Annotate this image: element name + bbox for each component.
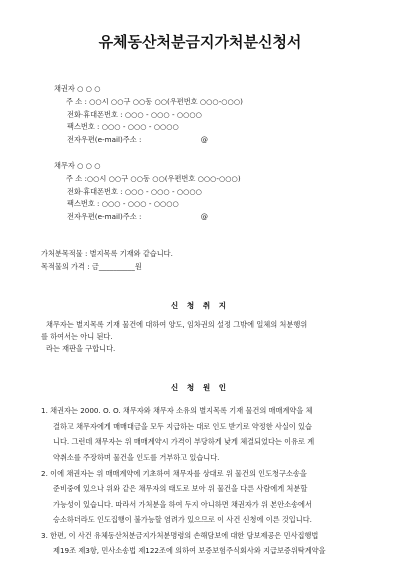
value-line: 목적물의 가격 : 금__________원 — [41, 262, 142, 271]
debtor-address: 주 소 :○○시 ○○구 ○○동 ○○(우편번호 ○○○-○○○) — [66, 174, 241, 183]
reason-line-4: 약취소를 주장하며 물건을 인도를 거부하고 있습니다. — [53, 453, 220, 462]
creditor-phone: 전화·휴대폰번호 : ○○○ - ○○○ - ○○○○ — [67, 110, 202, 119]
purpose-line-1: 채무자는 별지목록 기재 물건에 대하여 양도, 임차권의 설정 그밖에 일체의 처분행위 — [46, 320, 308, 329]
reason-line-9: 3. 한편, 이 사건 유체동산처분금지가처분명령의 손해담보에 대한 담보제공은 민사집행법 — [41, 531, 319, 540]
reason-line-7: 가능성이 있습니다. 따라서 가처분을 하여 두지 아니하면 채권자가 위 본안소송에서 — [53, 500, 312, 509]
section-reasons-heading: 신 청 원 인 — [170, 383, 230, 392]
reason-line-2: 결하고 채무자에게 매매대금을 모두 지급하는 대로 인도 받기로 약정한 사실이 있습 — [53, 422, 312, 431]
creditor-email: 전자우편(e-mail)주소 : @ — [67, 135, 208, 144]
reason-line-3: 니다. 그런데 채무자는 위 매매계약시 가격이 부당하게 낮게 체결되었다는 이유로 계 — [53, 437, 315, 446]
section-purpose-heading: 신 청 취 지 — [170, 301, 230, 310]
debtor-email: 전자우편(e-mail)주소 : @ — [67, 212, 208, 221]
reason-line-8: 승소하더라도 인도집행이 불가능할 염려가 있으므로 이 사건 신청에 이른 것입니다. — [53, 515, 312, 524]
debtor-label: 채무자 ○ ○ ○ — [54, 161, 101, 170]
reason-line-1: 1. 채권자는 2000. O. O. 채무자와 채무자 소유의 별지목록 기재 물건의 매매계약을 체 — [41, 406, 313, 415]
target-line: 가처분목적물 : 별지목록 기재와 같습니다. — [41, 249, 173, 258]
creditor-label: 채권자 ○ ○ ○ — [54, 84, 101, 93]
debtor-phone: 전화·휴대폰번호 : ○○○ - ○○○ - ○○○○ — [67, 187, 202, 196]
reason-line-6: 준비중에 있으나 위와 같은 채무자의 태도로 보아 위 물건을 다른 사람에게 처분할 — [53, 484, 308, 493]
purpose-line-3: 라는 재판을 구합니다. — [46, 344, 116, 353]
reason-line-10: 제19조 제3항, 민사소송법 제122조에 의하여 보증보험주식회사와 지급보증위탁계약을 — [53, 546, 326, 555]
creditor-address: 주 소 : ○○시 ○○구 ○○동 ○○(우편번호 ○○○-○○○) — [66, 97, 243, 106]
document-title: 유체동산처분금지가처분신청서 — [98, 33, 302, 51]
debtor-fax: 팩스번호 : ○○○ - ○○○ - ○○○○ — [67, 199, 179, 208]
reason-line-5: 2. 이에 채권자는 위 매매계약에 기초하여 채무자를 상대로 위 물건의 인도청구소송을 — [41, 469, 307, 478]
purpose-line-2: 를 하여서는 아니 된다. — [41, 332, 113, 341]
creditor-fax: 팩스번호 : ○○○ - ○○○ - ○○○○ — [67, 122, 179, 131]
